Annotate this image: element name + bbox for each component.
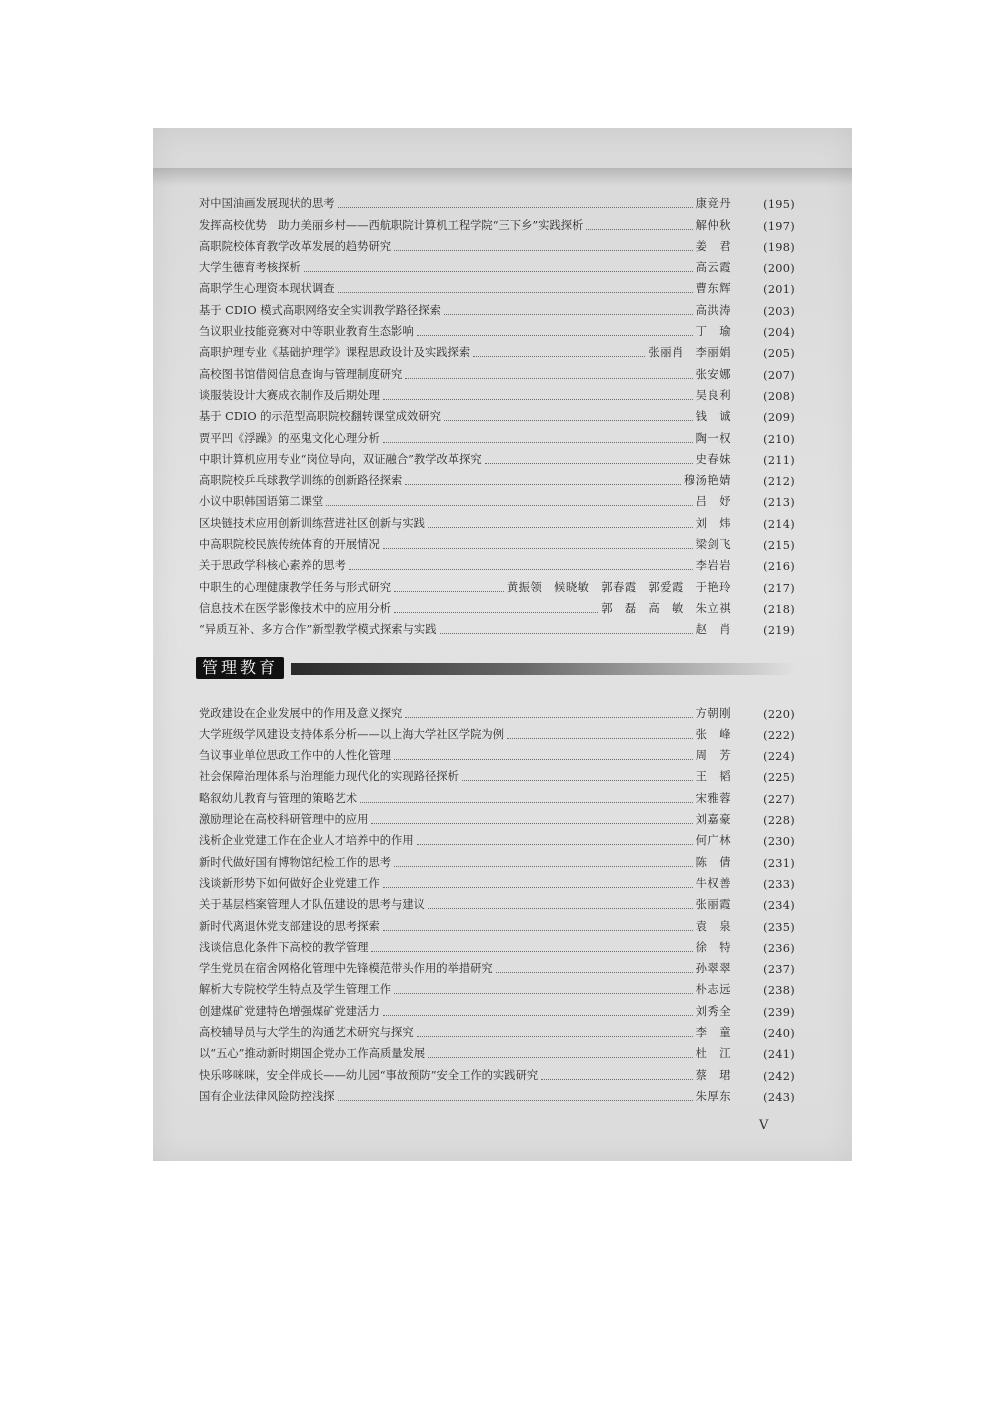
entry-author: 黄振领 候晓敏 郭春霞 郭爱霞 于艳玲 xyxy=(506,580,731,594)
leader-dots xyxy=(349,569,693,570)
section-header xyxy=(196,653,795,695)
entry-author: 宋雅蓉 xyxy=(695,791,731,805)
entry-title: 中职计算机应用专业“岗位导向，双证融合”教学改革探究 xyxy=(199,452,482,466)
entry-author: 袁 泉 xyxy=(695,919,731,933)
entry-author: 何广林 xyxy=(695,834,731,848)
entry-author: 赵 肖 xyxy=(695,623,731,637)
leader-dots xyxy=(383,442,693,443)
leader-dots xyxy=(485,463,693,464)
leader-dots xyxy=(440,633,693,634)
toc-entry xyxy=(199,382,795,403)
entry-page: (243) xyxy=(763,1090,795,1104)
entry-title: 关于思政学科核心素养的思考 xyxy=(199,559,346,573)
toc-entry xyxy=(199,275,795,296)
entry-title: 新时代做好国有博物馆纪检工作的思考 xyxy=(199,855,392,869)
entry-page: (211) xyxy=(763,453,795,467)
entry-author: 钱 诚 xyxy=(695,410,731,424)
leader-dots xyxy=(371,951,692,952)
toc-entry xyxy=(199,318,795,339)
page-number: V xyxy=(759,1118,769,1133)
entry-page: (217) xyxy=(763,581,795,595)
entry-author: 刘秀全 xyxy=(695,1004,731,1018)
entry-page: (222) xyxy=(763,728,795,742)
entry-author: 张丽肖 李丽娟 xyxy=(648,346,731,360)
entry-page: (200) xyxy=(763,262,795,276)
leader-dots xyxy=(326,505,692,506)
entry-author: 吕 妤 xyxy=(695,495,731,509)
toc-entry xyxy=(199,616,795,637)
leader-dots xyxy=(394,993,693,994)
entry-author: 康竞丹 xyxy=(695,197,731,211)
entry-author: 陶一权 xyxy=(695,431,731,445)
toc-entry xyxy=(199,976,795,997)
toc-entry xyxy=(199,1040,795,1061)
toc-entry xyxy=(199,467,795,488)
entry-title: 社会保障治理体系与治理能力现代化的实现路径探析 xyxy=(199,770,459,784)
entry-author: 孙翠翠 xyxy=(695,962,731,976)
scanned-page xyxy=(153,128,852,1161)
entry-page: (218) xyxy=(763,602,795,616)
toc-entry xyxy=(199,488,795,509)
entry-page: (230) xyxy=(763,835,795,849)
entry-title: 解析大专院校学生特点及学生管理工作 xyxy=(199,983,392,997)
leader-dots xyxy=(473,356,645,357)
entry-author: 徐 特 xyxy=(695,940,731,954)
section-title: 管理教育 xyxy=(196,657,284,679)
entry-author: 朱厚东 xyxy=(695,1089,731,1103)
entry-author: 刘 炜 xyxy=(695,516,731,530)
entry-author: 高云霞 xyxy=(695,261,731,275)
table-of-contents xyxy=(199,190,795,1104)
toc-entry xyxy=(199,912,795,933)
entry-page: (216) xyxy=(763,560,795,574)
entry-author: 穆汤艳婧 xyxy=(683,474,731,488)
leader-dots xyxy=(417,844,693,845)
entry-title: 贾平凹《浮躁》的巫鬼文化心理分析 xyxy=(199,431,380,445)
entry-author: 姜 君 xyxy=(695,239,731,253)
section-divider-bar xyxy=(291,663,796,675)
entry-page: (231) xyxy=(763,856,795,870)
entry-title: 高校辅导员与大学生的沟通艺术研究与探究 xyxy=(199,1025,414,1039)
toc-entry xyxy=(199,1061,795,1082)
entry-title: 浅谈新形势下如何做好企业党建工作 xyxy=(199,876,380,890)
toc-entry xyxy=(199,997,795,1018)
entry-page: (219) xyxy=(763,624,795,638)
entry-author: 张安娜 xyxy=(695,367,731,381)
leader-dots xyxy=(428,908,693,909)
leader-dots xyxy=(428,527,693,528)
entry-title: 信息技术在医学影像技术中的应用分析 xyxy=(199,601,392,615)
entry-author: 曹东辉 xyxy=(695,282,731,296)
toc-entry xyxy=(199,296,795,317)
toc-entry xyxy=(199,827,795,848)
entry-title: 关于基层档案管理人才队伍建设的思考与建议 xyxy=(199,898,425,912)
entry-page: (213) xyxy=(763,496,795,510)
toc-entry xyxy=(199,424,795,445)
leader-dots xyxy=(394,250,693,251)
entry-page: (236) xyxy=(763,941,795,955)
entry-page: (220) xyxy=(763,707,795,721)
toc-entry xyxy=(199,595,795,616)
entry-title: 创建煤矿党建特色增强煤矿党建活力 xyxy=(199,1004,380,1018)
entry-author: 方朝刚 xyxy=(695,706,731,720)
entry-author: 刘嘉豪 xyxy=(695,813,731,827)
toc-entry xyxy=(199,1083,795,1104)
leader-dots xyxy=(417,335,693,336)
leader-dots xyxy=(405,484,680,485)
entry-page: (207) xyxy=(763,368,795,382)
toc-entry xyxy=(199,699,795,720)
leader-dots xyxy=(444,314,693,315)
entry-title: 激励理论在高校科研管理中的应用 xyxy=(199,813,369,827)
toc-entry xyxy=(199,848,795,869)
toc-entry xyxy=(199,934,795,955)
entry-title: 以“五心”推动新时期国企党办工作高质量发展 xyxy=(199,1047,426,1061)
entry-author: 周 芳 xyxy=(695,749,731,763)
toc-entry xyxy=(199,233,795,254)
leader-dots xyxy=(394,759,693,760)
toc-entry xyxy=(199,552,795,573)
entry-author: 梁剑飞 xyxy=(695,538,731,552)
leader-dots xyxy=(338,292,693,293)
leader-dots xyxy=(383,930,693,931)
entry-title: 大学生德育考核探析 xyxy=(199,261,301,275)
entry-title: 党政建设在企业发展中的作用及意义探究 xyxy=(199,706,403,720)
leader-dots xyxy=(405,378,692,379)
entry-title: 大学班级学风建设支持体系分析——以上海大学社区学院为例 xyxy=(199,727,505,741)
entry-page: (210) xyxy=(763,432,795,446)
toc-entry xyxy=(199,870,795,891)
entry-author: 郭 磊 高 敏 朱立祺 xyxy=(601,601,731,615)
entry-page: (235) xyxy=(763,920,795,934)
entry-author: 张 峰 xyxy=(695,727,731,741)
entry-author: 史春妹 xyxy=(695,452,731,466)
entry-author: 丁 瑜 xyxy=(695,325,731,339)
entry-page: (237) xyxy=(763,963,795,977)
leader-dots xyxy=(507,738,693,739)
leader-dots xyxy=(371,823,692,824)
entry-title: 区块链技术应用创新训练营进社区创新与实践 xyxy=(199,516,425,530)
entry-page: (224) xyxy=(763,750,795,764)
entry-page: (242) xyxy=(763,1069,795,1083)
entry-page: (204) xyxy=(763,326,795,340)
entry-author: 王 韬 xyxy=(695,770,731,784)
leader-dots xyxy=(394,591,504,592)
toc-entry xyxy=(199,721,795,742)
toc-entry xyxy=(199,784,795,805)
entry-page: (241) xyxy=(763,1048,795,1062)
entry-title: 基于 CDIO 的示范型高职院校翻转课堂成效研究 xyxy=(199,410,441,424)
leader-dots xyxy=(383,1015,693,1016)
toc-entry xyxy=(199,339,795,360)
entry-title: 高校图书馆借阅信息查询与管理制度研究 xyxy=(199,367,403,381)
entry-title: 高职院校体育教学改革发展的趋势研究 xyxy=(199,239,392,253)
entry-title: 浅析企业党建工作在企业人才培养中的作用 xyxy=(199,834,414,848)
entry-title: 基于 CDIO 模式高职网络安全实训教学路径探索 xyxy=(199,303,441,317)
entry-author: 张丽霞 xyxy=(695,898,731,912)
toc-entry xyxy=(199,211,795,232)
top-shadow xyxy=(153,168,852,186)
leader-dots xyxy=(383,887,693,888)
entry-page: (240) xyxy=(763,1026,795,1040)
entry-page: (212) xyxy=(763,475,795,489)
leader-dots xyxy=(394,612,598,613)
entry-title: 对中国油画发展现状的思考 xyxy=(199,197,335,211)
toc-entry xyxy=(199,531,795,552)
entry-page: (233) xyxy=(763,877,795,891)
entry-author: 朴志远 xyxy=(695,983,731,997)
entry-page: (239) xyxy=(763,1005,795,1019)
entry-title: 谈服装设计大赛成衣制作及后期处理 xyxy=(199,388,380,402)
entry-author: 杜 江 xyxy=(695,1047,731,1061)
leader-dots xyxy=(405,717,692,718)
toc-entry xyxy=(199,360,795,381)
entry-title: 中职生的心理健康教学任务与形式研究 xyxy=(199,580,392,594)
entry-title: 高职院校乒乓球教学训练的创新路径探索 xyxy=(199,474,403,488)
entry-title: 浅谈信息化条件下高校的教学管理 xyxy=(199,940,369,954)
entry-title: 新时代离退休党支部建设的思考探索 xyxy=(199,919,380,933)
toc-entry xyxy=(199,190,795,211)
toc-entry xyxy=(199,254,795,275)
entry-page: (201) xyxy=(763,283,795,297)
entry-title: 刍议职业技能竞赛对中等职业教育生态影响 xyxy=(199,325,414,339)
entry-author: 高洪涛 xyxy=(695,303,731,317)
leader-dots xyxy=(462,780,693,781)
entry-page: (238) xyxy=(763,984,795,998)
entry-title: 高职学生心理资本现状调查 xyxy=(199,282,335,296)
toc-entry xyxy=(199,1019,795,1040)
leader-dots xyxy=(586,229,692,230)
toc-entry xyxy=(199,509,795,530)
entry-page: (227) xyxy=(763,792,795,806)
entry-author: 陈 倩 xyxy=(695,855,731,869)
toc-entry xyxy=(199,742,795,763)
leader-dots xyxy=(383,548,693,549)
entry-title: 快乐哆咪咪，安全伴成长——幼儿园“事故预防”安全工作的实践研究 xyxy=(199,1068,539,1082)
entry-title: 中高职院校民族传统体育的开展情况 xyxy=(199,538,380,552)
leader-dots xyxy=(417,1036,693,1037)
entry-page: (225) xyxy=(763,771,795,785)
entry-title: 发挥高校优势 助力美丽乡村——西航职院计算机工程学院“三下乡”实践探析 xyxy=(199,218,584,232)
leader-dots xyxy=(383,399,693,400)
entry-title: 刍议事业单位思政工作中的人性化管理 xyxy=(199,749,392,763)
entry-author: 吴良利 xyxy=(695,388,731,402)
leader-dots xyxy=(338,1100,693,1101)
leader-dots xyxy=(496,972,693,973)
entry-title: 国有企业法律风险防控浅探 xyxy=(199,1089,335,1103)
entry-title: 略叙幼儿教育与管理的策略艺术 xyxy=(199,791,358,805)
entry-author: 蔡 珺 xyxy=(695,1068,731,1082)
entry-page: (228) xyxy=(763,814,795,828)
toc-entry xyxy=(199,891,795,912)
entry-title: 小议中职韩国语第二课堂 xyxy=(199,495,324,509)
entry-page: (215) xyxy=(763,539,795,553)
leader-dots xyxy=(444,420,693,421)
entry-title: “异质互补、多方合作”新型教学模式探索与实践 xyxy=(199,623,437,637)
entry-page: (205) xyxy=(763,347,795,361)
toc-entry xyxy=(199,806,795,827)
toc-entry xyxy=(199,403,795,424)
leader-dots xyxy=(428,1057,692,1058)
entry-page: (209) xyxy=(763,411,795,425)
entry-title: 学生党员在宿舍网格化管理中先锋模范带头作用的举措研究 xyxy=(199,962,493,976)
toc-entry xyxy=(199,446,795,467)
entry-page: (208) xyxy=(763,389,795,403)
leader-dots xyxy=(338,207,693,208)
leader-dots xyxy=(304,271,693,272)
entry-author: 解仲秋 xyxy=(695,218,731,232)
entry-title: 高职护理专业《基础护理学》课程思政设计及实践探索 xyxy=(199,346,471,360)
entry-author: 李 童 xyxy=(695,1025,731,1039)
entry-page: (203) xyxy=(763,304,795,318)
leader-dots xyxy=(394,866,693,867)
toc-entry xyxy=(199,955,795,976)
toc-entry xyxy=(199,573,795,594)
entry-page: (214) xyxy=(763,517,795,531)
entry-page: (197) xyxy=(763,219,795,233)
leader-dots xyxy=(541,1079,692,1080)
entry-page: (198) xyxy=(763,240,795,254)
entry-author: 牛权善 xyxy=(695,876,731,890)
entry-page: (234) xyxy=(763,899,795,913)
leader-dots xyxy=(360,802,692,803)
entry-author: 李岩岩 xyxy=(695,559,731,573)
toc-entry xyxy=(199,763,795,784)
entry-page: (195) xyxy=(763,198,795,212)
